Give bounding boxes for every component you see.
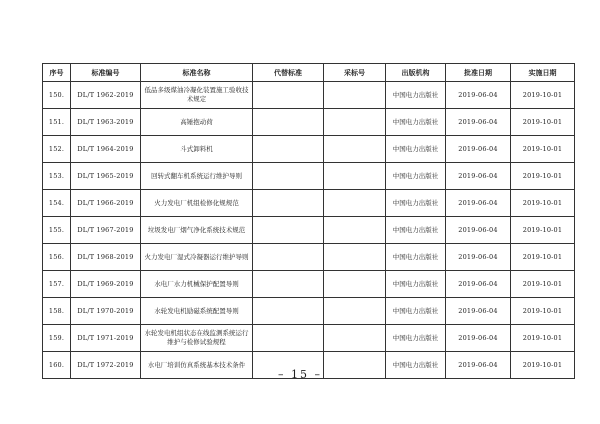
cell-adopted xyxy=(324,136,386,163)
table-row xyxy=(43,190,575,217)
cell-publisher: 中国电力出版社 xyxy=(386,163,446,190)
cell-approved: 2019-06-04 xyxy=(446,352,511,379)
cell-approved: 2019-06-04 xyxy=(446,190,511,217)
header-adopted: 采标号 xyxy=(324,64,386,82)
cell-publisher: 中国电力出版社 xyxy=(386,298,446,325)
standards-table xyxy=(42,63,575,379)
cell-replaces xyxy=(253,298,324,325)
cell-title: 火力发电厂机组检修化规规范 xyxy=(141,190,253,217)
cell-seq: 158. xyxy=(43,298,71,325)
cell-seq: 159. xyxy=(43,325,71,352)
cell-adopted xyxy=(324,244,386,271)
cell-publisher: 中国电力出版社 xyxy=(386,82,446,109)
cell-title: 水电厂水力机械保护配置导则 xyxy=(141,271,253,298)
cell-adopted xyxy=(324,271,386,298)
cell-adopted xyxy=(324,325,386,352)
cell-effective: 2019-10-01 xyxy=(511,190,575,217)
cell-replaces xyxy=(253,163,324,190)
cell-effective: 2019-10-01 xyxy=(511,298,575,325)
cell-effective: 2019-10-01 xyxy=(511,244,575,271)
cell-replaces xyxy=(253,271,324,298)
cell-approved: 2019-06-04 xyxy=(446,136,511,163)
cell-title: 高锤抱动荷 xyxy=(141,109,253,136)
cell-replaces xyxy=(253,136,324,163)
cell-code: DL/T 1964-2019 xyxy=(71,136,141,163)
cell-effective: 2019-10-01 xyxy=(511,136,575,163)
cell-approved: 2019-06-04 xyxy=(446,298,511,325)
cell-effective: 2019-10-01 xyxy=(511,325,575,352)
cell-seq: 154. xyxy=(43,190,71,217)
cell-code: DL/T 1969-2019 xyxy=(71,271,141,298)
cell-seq: 150. xyxy=(43,82,71,109)
cell-title: 斗式卸料机 xyxy=(141,136,253,163)
cell-approved: 2019-06-04 xyxy=(446,271,511,298)
cell-effective: 2019-10-01 xyxy=(511,82,575,109)
cell-replaces xyxy=(253,217,324,244)
table-row xyxy=(43,271,575,298)
page-number: – 15 – xyxy=(278,368,322,381)
header-effective: 实施日期 xyxy=(511,64,575,82)
cell-title: 水电厂培训仿真系统基本技术条件 xyxy=(141,352,253,379)
header-publisher: 出版机构 xyxy=(386,64,446,82)
header-approved: 批准日期 xyxy=(446,64,511,82)
cell-approved: 2019-06-04 xyxy=(446,325,511,352)
cell-seq: 151. xyxy=(43,109,71,136)
cell-replaces xyxy=(253,82,324,109)
cell-code: DL/T 1971-2019 xyxy=(71,325,141,352)
cell-seq: 152. xyxy=(43,136,71,163)
cell-publisher: 中国电力出版社 xyxy=(386,352,446,379)
cell-seq: 153. xyxy=(43,163,71,190)
cell-code: DL/T 1968-2019 xyxy=(71,244,141,271)
cell-adopted xyxy=(324,298,386,325)
header-code: 标准编号 xyxy=(71,64,141,82)
cell-title: 垃圾发电厂烟气净化系统技术规范 xyxy=(141,217,253,244)
table-row xyxy=(43,244,575,271)
cell-seq: 160. xyxy=(43,352,71,379)
table-row xyxy=(43,325,575,352)
cell-code: DL/T 1965-2019 xyxy=(71,163,141,190)
cell-code: DL/T 1972-2019 xyxy=(71,352,141,379)
cell-code: DL/T 1963-2019 xyxy=(71,109,141,136)
cell-publisher: 中国电力出版社 xyxy=(386,136,446,163)
cell-replaces xyxy=(253,244,324,271)
cell-title: 火力发电厂湿式冷凝器运行维护导则 xyxy=(141,244,253,271)
cell-effective: 2019-10-01 xyxy=(511,109,575,136)
cell-seq: 156. xyxy=(43,244,71,271)
cell-approved: 2019-06-04 xyxy=(446,217,511,244)
cell-code: DL/T 1966-2019 xyxy=(71,190,141,217)
cell-replaces xyxy=(253,325,324,352)
cell-publisher: 中国电力出版社 xyxy=(386,190,446,217)
cell-title: 水轮发电机组状态在线监测系统运行维护与检修试验规程 xyxy=(141,325,253,352)
table-row xyxy=(43,136,575,163)
cell-title: 回转式翻车机系统运行维护导则 xyxy=(141,163,253,190)
table-row xyxy=(43,109,575,136)
cell-title: 水轮发电机励磁系统配置导则 xyxy=(141,298,253,325)
cell-effective: 2019-10-01 xyxy=(511,217,575,244)
cell-seq: 157. xyxy=(43,271,71,298)
table-row xyxy=(43,298,575,325)
header-seq: 序号 xyxy=(43,64,71,82)
cell-approved: 2019-06-04 xyxy=(446,109,511,136)
table-header-row xyxy=(43,64,575,82)
cell-approved: 2019-06-04 xyxy=(446,163,511,190)
cell-approved: 2019-06-04 xyxy=(446,244,511,271)
cell-approved: 2019-06-04 xyxy=(446,82,511,109)
cell-title: 低品多级煤油冷凝化装置施工验收技术规定 xyxy=(141,82,253,109)
cell-effective: 2019-10-01 xyxy=(511,352,575,379)
cell-code: DL/T 1962-2019 xyxy=(71,82,141,109)
cell-replaces xyxy=(253,109,324,136)
cell-effective: 2019-10-01 xyxy=(511,163,575,190)
cell-adopted xyxy=(324,82,386,109)
cell-seq: 155. xyxy=(43,217,71,244)
table-row xyxy=(43,217,575,244)
cell-publisher: 中国电力出版社 xyxy=(386,325,446,352)
cell-code: DL/T 1970-2019 xyxy=(71,298,141,325)
cell-effective: 2019-10-01 xyxy=(511,271,575,298)
cell-publisher: 中国电力出版社 xyxy=(386,244,446,271)
cell-publisher: 中国电力出版社 xyxy=(386,271,446,298)
table-row xyxy=(43,163,575,190)
cell-adopted xyxy=(324,163,386,190)
header-title: 标准名称 xyxy=(141,64,253,82)
cell-adopted xyxy=(324,190,386,217)
cell-publisher: 中国电力出版社 xyxy=(386,109,446,136)
cell-replaces xyxy=(253,190,324,217)
table-row xyxy=(43,82,575,109)
cell-adopted xyxy=(324,217,386,244)
cell-adopted xyxy=(324,109,386,136)
header-replaces: 代替标准 xyxy=(253,64,324,82)
cell-code: DL/T 1967-2019 xyxy=(71,217,141,244)
cell-publisher: 中国电力出版社 xyxy=(386,217,446,244)
